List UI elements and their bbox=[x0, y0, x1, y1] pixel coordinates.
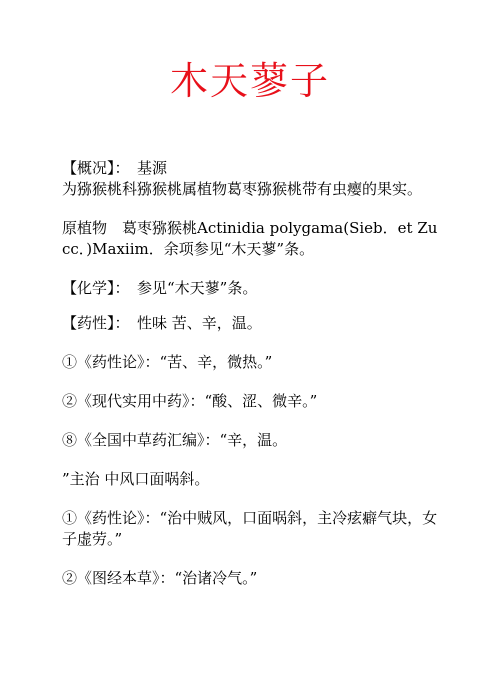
paragraph-citation-5: ②《图经本草》：“治诸冷气。” bbox=[62, 569, 258, 587]
paragraph-citation-4: ①《药性论》：“治中贼风，口面㖞斜，主冷痃癖气块，女子虚劳。” bbox=[62, 509, 438, 548]
paragraph-properties: 【药性】： 性味 苦、辛，温。 bbox=[62, 314, 262, 332]
paragraph-citation-2: ②《现代实用中药》：“酸、涩、微辛。” bbox=[62, 392, 318, 410]
paragraph-overview: 【概况】： 基源 为猕猴桃科猕猴桃属植物葛枣猕猴桃带有虫瘿的果实。 bbox=[62, 159, 423, 198]
paragraph-citation-1: ①《药性论》：“苦、辛，微热。” bbox=[62, 353, 273, 371]
document-body bbox=[62, 158, 442, 607]
paragraph-indications: ”主治 中风口面㖞斜。 bbox=[62, 470, 210, 488]
page-title: 木天蓼子 bbox=[169, 59, 330, 103]
paragraph-citation-3: ⑧《全国中草药汇编》：“辛，温。 bbox=[62, 431, 288, 449]
paragraph-original-plant: 原植物 葛枣猕猴桃Actinidia polygama(Sieb．et Zucc．)Maxiim．余项参见“木天蓼”条。 bbox=[62, 219, 438, 258]
paragraph-chemistry: 【化学】： 参见“木天蓼”条。 bbox=[62, 279, 258, 297]
